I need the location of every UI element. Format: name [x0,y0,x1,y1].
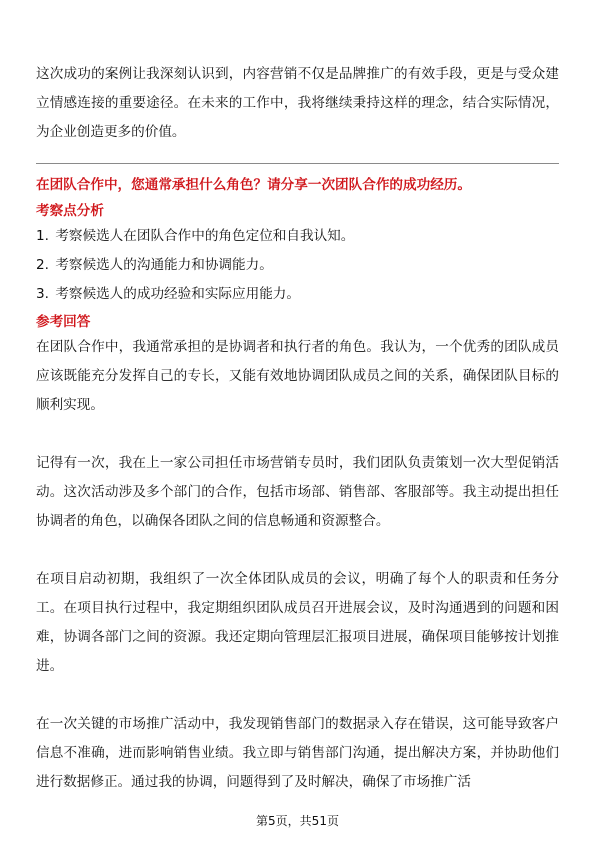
answer-heading: 参考回答 [36,314,91,330]
analysis-item: 2. 考察候选人的沟通能力和协调能力。 [36,257,273,273]
analysis-item: 1. 考察候选人在团队合作中的角色定位和自我认知。 [36,228,355,244]
paragraph-gap [36,681,559,710]
intro-paragraph: 这次成功的案例让我深刻认识到，内容营销不仅是品牌推广的有效手段，更是与受众建立情感连接的重要途径。在未来的工作中，我将继续秉持这样的理念，结合实际情况，为企业创造更多的价值。 [36,66,559,140]
section-divider [36,163,559,164]
interview-question: 在团队合作中，您通常承担什么角色？请分享一次团队合作的成功经历。 [36,177,471,193]
answer-paragraph: 在团队合作中，我通常承担的是协调者和执行者的角色。我认为，一个优秀的团队成员应该既能充分发挥自己的专长，又能有效地协调团队成员之间的关系，确保团队目标的顺利实现。 [36,339,559,413]
page-content [36,60,559,797]
answer-paragraph: 在项目启动初期，我组织了一次全体团队成员的会议，明确了每个人的职责和任务分工。在项目执行过程中，我定期组织团队成员召开进展会议，及时沟通遇到的问题和困难，协调各部门之间的资源。我还定期向管理层汇报项目进展，确保项目能够按计划推进。 [36,571,559,674]
paragraph-gap [36,420,559,449]
analysis-list [36,222,559,309]
paragraph-gap [36,536,559,565]
analysis-heading: 考察点分析 [36,203,104,219]
answer-paragraph: 在一次关键的市场推广活动中，我发现销售部门的数据录入存在错误，这可能导致客户信息不准确，进而影响销售业绩。我立即与销售部门沟通，提出解决方案，并协助他们进行数据修正。通过我的协调，问题得到了及时解决，确保了市场推广活 [36,716,559,790]
answer-paragraph: 记得有一次，我在上一家公司担任市场营销专员时，我们团队负责策划一次大型促销活动。这次活动涉及多个部门的合作，包括市场部、销售部、客服部等。我主动提出担任协调者的角色，以确保各团队之间的信息畅通和资源整合。 [36,455,559,529]
analysis-item: 3. 考察候选人的成功经验和实际应用能力。 [36,286,300,302]
page-indicator: 第5页，共51页 [256,814,339,828]
